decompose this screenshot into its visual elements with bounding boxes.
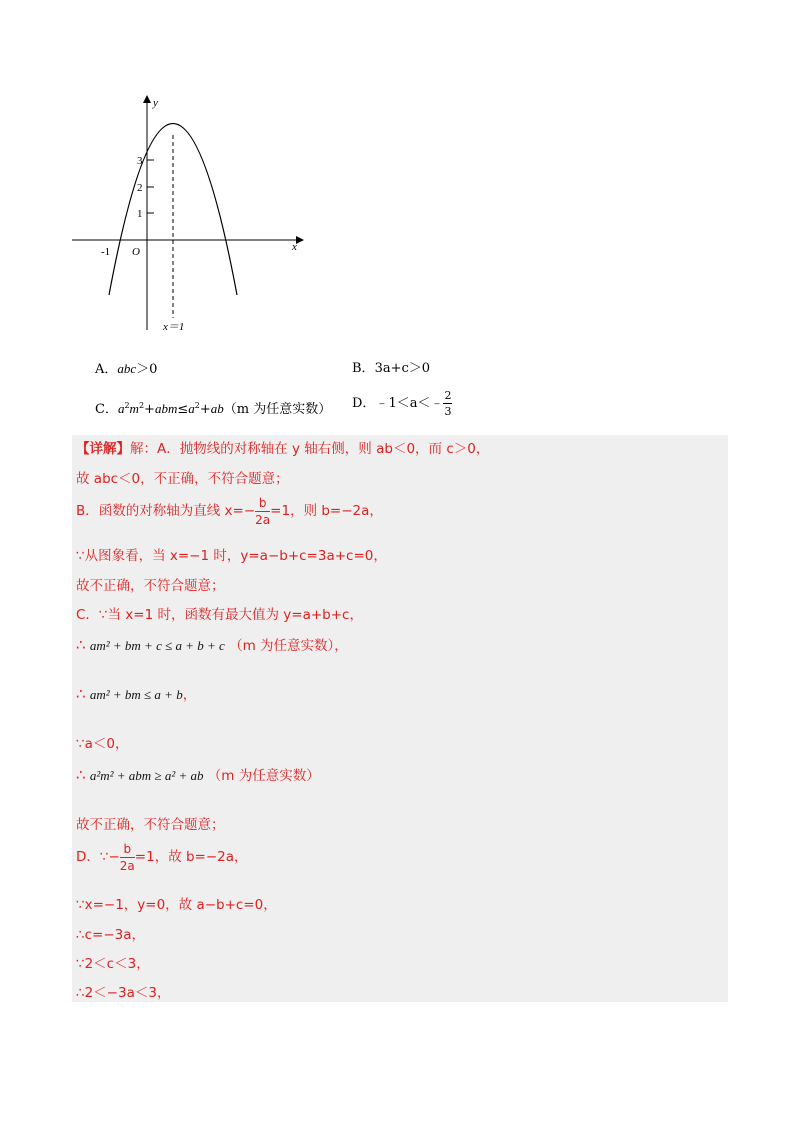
solution-line-12 [76,843,248,872]
option-b-label: B． [352,361,375,376]
solution-line-7 [76,638,348,654]
solution-line-3-post: =1，则 b=−2a， [270,502,383,519]
solution-line-9: ∵a＜0， [76,736,129,752]
therefore-symbol: ∴ [76,766,86,784]
detail-tag: 【详解】 [76,441,130,457]
solution-line-15: ∵2＜c＜3， [76,956,150,972]
option-b-expr: 3a+c [374,361,409,376]
solution-line-5: 故不正确，不符合题意； [76,578,225,594]
x-axis-arrow [296,236,304,244]
solution-line-7-note: （m 为任意实数）， [229,638,348,654]
option-a [95,362,157,376]
therefore-symbol: ∴ [76,685,86,703]
tick-label-3: 3 [137,155,143,167]
tick-label-1: 1 [137,208,143,220]
solution-line-12-post: =1，故 b=−2a， [134,848,248,865]
solution-line-3 [76,497,383,526]
solution-line-3-pre: B．函数的对称轴为直线 x=− [76,502,256,519]
y-axis-label: y [153,97,158,109]
y-axis-arrow [143,95,151,103]
option-d-text: ﹣1＜a＜﹣ [375,396,444,411]
x-axis-label: x [292,241,297,253]
option-b [352,362,430,375]
symmetry-axis-label: x＝1 [163,321,185,333]
option-b-rel: ＞0 [408,361,431,376]
option-d-den: 3 [444,405,452,418]
tick-label-neg1: -1 [101,246,111,258]
solution-line-3-den: 2a [255,513,271,527]
solution-panel [72,435,728,1002]
solution-line-8 [76,687,196,703]
solution-line-14: ∴c=−3a， [76,927,145,943]
solution-line-13: ∵x=−1，y=0，故 a−b+c=0， [76,897,277,913]
solution-line-10-note: （m 为任意实数） [207,768,320,784]
option-d-fraction [443,390,452,417]
option-a-rel: ＞0 [136,362,158,377]
solution-line-6: C．∵当 x=1 时，函数有最大值为 y=a+b+c， [76,607,363,623]
solution-line-4: ∵从图象看，当 x=−1 时，y=a−b+c=3a+c=0， [76,548,387,564]
solution-line-16: ∴2＜−3a＜3， [76,985,171,1001]
solution-line-10 [76,768,320,784]
solution-line-8-end: ， [182,687,197,703]
solution-line-12-fraction [120,843,135,872]
parabola-graph [60,90,310,335]
origin-label: O [132,246,140,258]
option-c [95,402,331,416]
solution-line-1 [76,443,489,457]
solution-line-3-num: b [255,497,270,512]
option-d-num: 2 [444,389,452,402]
solution-line-12-num: b [120,843,135,858]
therefore-symbol: ∴ [76,636,86,654]
inequality-1: am² + bm + c ≤ a + b + c [89,638,225,653]
option-d-label: D． [352,396,376,411]
option-d [352,390,452,417]
option-c-label: C． [95,402,118,417]
solution-line-11: 故不正确，不符合题意； [76,817,225,833]
option-c-note: （m 为任意实数） [223,402,332,417]
solution-line-12-den: 2a [119,859,135,873]
tick-label-2: 2 [137,182,143,194]
solution-line-2: 故 abc＜0，不正确，不符合题意； [76,471,289,487]
solution-line-1-text: 解：A．抛物线的对称轴在 y 轴右侧，则 ab＜0，而 c＞0， [130,441,490,457]
inequality-2: am² + bm ≤ a + b [89,687,183,702]
solution-line-3-fraction [255,497,270,526]
solution-line-12-pre: D．∵− [76,848,120,865]
option-a-expr: abc [117,361,137,376]
inequality-3: a²m² + abm ≥ a² + ab [89,768,204,783]
option-a-label: A． [95,362,118,377]
option-c-expr: $a^2m^2+abm\le a^2+ab$ [117,401,224,417]
